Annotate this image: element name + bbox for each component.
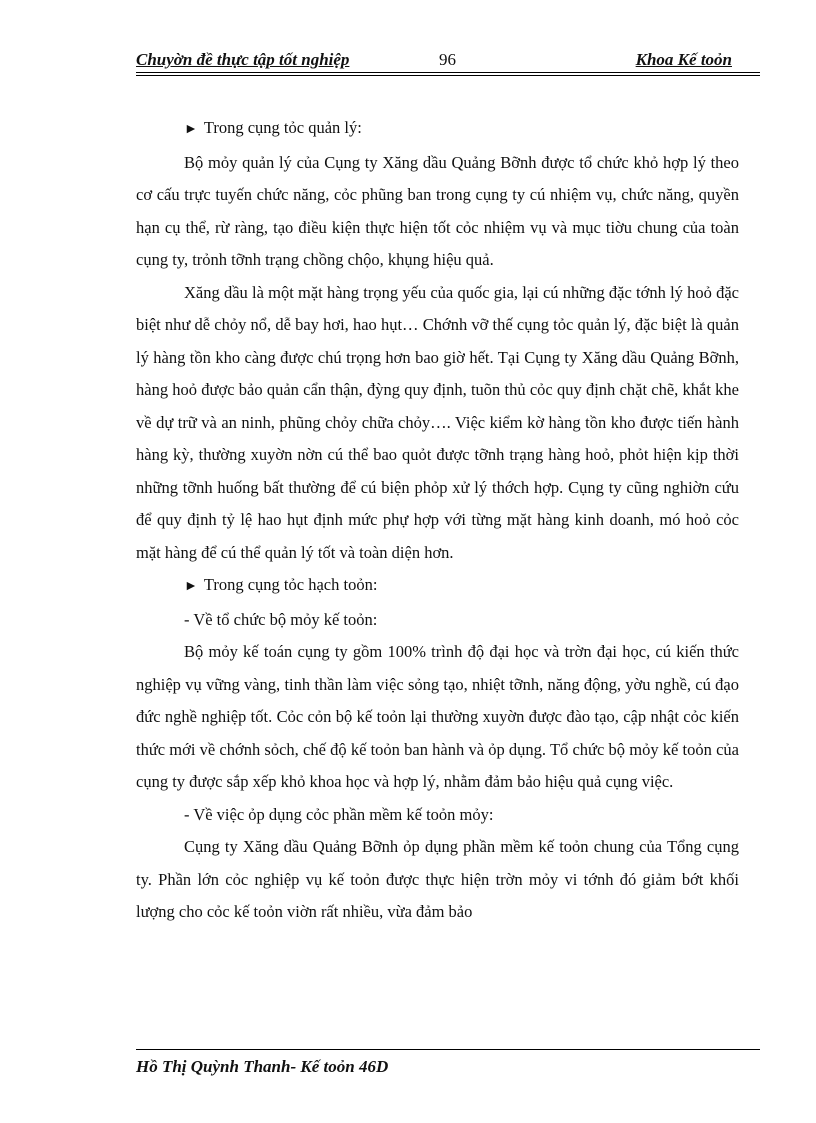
- paragraph: Bộ mỏy quản lý của Cụng ty Xăng dầu Quảng Bỡnh được tổ chức khỏ hợp lý theo cơ cấu trực tuyến chức năng, cỏc phũng ban trong cụng ty cú nhiệm vụ, chức năng, quyền hạn cụ thể, rừ ràng, tạo điều kiện thực hiện tốt cỏc nhiệm vụ và mục tiờu chung của toàn cụng ty, trỏnh tỡnh trạng chồng chộo, khụng hiệu quả.: [136, 152, 739, 269]
- page-header: [136, 46, 760, 74]
- page-footer: [136, 1049, 760, 1077]
- heading-text: Trong cụng tỏc hạch toỏn:: [203, 575, 378, 594]
- paragraph: Xăng dầu là một mặt hàng trọng yếu của quốc gia, lại cú những đặc tớnh lý hoỏ đặc biệt như dễ chỏy nổ, dễ bay hơi, hao hụt… Chớnh vỡ thế cụng tỏc quản lý, đặc biệt là quản lý hàng tồn kho càng được chú trọng hơn bao giờ hết. Tại Cụng ty Xăng dầu Quảng Bỡnh, hàng hoỏ được bảo quản cẩn thận, đỳng quy định, tuõn thủ cỏc quy định chặt chẽ, khắt khe về dự trữ và an ninh, phũng chỏy chữa chỏy…. Việc kiểm kờ hàng tồn kho được tiến hành hàng kỳ, thường xuyờn nờn cú thể bao quỏt được tỡnh trạng hàng hoỏ, phỏt hiện kịp thời những tỡnh huống bất thường để cú biện phỏp xử lý thớch hợp. Cụng ty cũng nghiờn cứu để quy định tỷ lệ hao hụt định mức phự hợp với từng mặt hàng kinh doanh, mó hoỏ cỏc mặt hàng để cú thể quản lý tốt và toàn diện hơn.: [136, 282, 739, 562]
- header-rule-secondary: [136, 75, 760, 76]
- document-body: [136, 112, 739, 929]
- triangle-bullet-icon: ►: [184, 122, 198, 137]
- header-rule: [136, 72, 760, 73]
- page-number: 96: [439, 50, 456, 69]
- heading-text: Trong cụng tỏc quản lý:: [203, 118, 362, 137]
- subheading: - Về tổ chức bộ mỏy kế toỏn:: [184, 609, 378, 629]
- header-department: Khoa Kế toỏn: [635, 50, 732, 69]
- triangle-bullet-icon: ►: [184, 579, 198, 594]
- section-heading-management: [136, 112, 739, 147]
- section-heading-accounting: [136, 569, 739, 604]
- footer-author: Hồ Thị Quỳnh Thanh- Kế toỏn 46D: [136, 1057, 389, 1076]
- paragraph: Cụng ty Xăng dầu Quảng Bỡnh ỏp dụng phần mềm kế toỏn chung của Tổng cụng ty. Phần lớn cỏc nghiệp vụ kế toỏn được thực hiện trờn mỏy vi tớnh đó giảm bớt khối lượng cho cỏc kế toỏn viờn rất nhiều, vừa đảm bảo: [136, 837, 739, 921]
- footer-rule: [136, 1049, 760, 1050]
- header-title: Chuyờn đề thực tập tốt nghiệp: [136, 50, 350, 69]
- paragraph: Bộ mỏy kế toán cụng ty gồm 100% trình độ đại học và trờn đại học, cú kiến thức nghiệp vụ vững vàng, tinh thần làm việc sỏng tạo, nhiệt tỡnh, năng động, yờu nghề, cú đạo đức nghề nghiệp tốt. Cỏc cỏn bộ kế toỏn lại thường xuyờn được đào tạo, cập nhật cỏc kiến thức mới về chớnh sỏch, chế độ kế toỏn ban hành và ỏp dụng. Tổ chức bộ mỏy kế toỏn của cụng ty được sắp xếp khỏ khoa học và hợp lý, nhằm đảm bảo hiệu quả cụng việc.: [136, 642, 739, 791]
- subheading: - Về việc ỏp dụng cỏc phần mềm kế toỏn mỏy:: [184, 804, 494, 824]
